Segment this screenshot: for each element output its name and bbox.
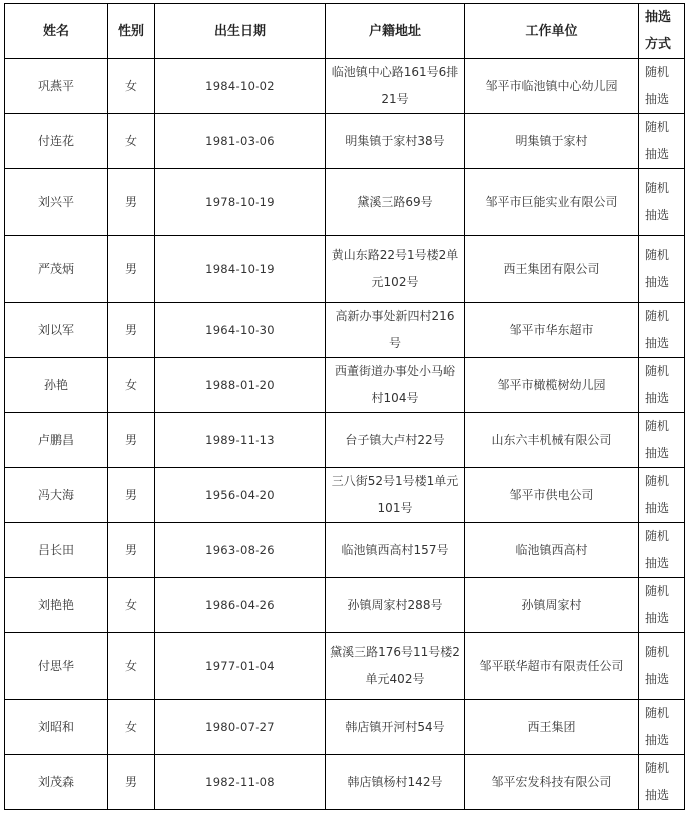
cell-birth-date: 1984-10-02 xyxy=(155,59,326,114)
cell-gender: 男 xyxy=(108,413,155,468)
cell-selection-method: 随机抽选 xyxy=(639,700,685,755)
cell-selection-method: 随机抽选 xyxy=(639,303,685,358)
personnel-table xyxy=(4,3,685,810)
cell-gender: 男 xyxy=(108,236,155,303)
cell-household-address: 西董街道办事处小马峪村104号 xyxy=(326,358,465,413)
table-row xyxy=(5,755,685,810)
cell-household-address: 台子镇大卢村22号 xyxy=(326,413,465,468)
cell-employer: 邹平宏发科技有限公司 xyxy=(465,755,639,810)
cell-employer: 邹平市巨能实业有限公司 xyxy=(465,169,639,236)
cell-household-address: 孙镇周家村288号 xyxy=(326,578,465,633)
cell-household-address: 黛溪三路69号 xyxy=(326,169,465,236)
cell-name: 刘以军 xyxy=(5,303,108,358)
cell-household-address: 韩店镇开河村54号 xyxy=(326,700,465,755)
cell-name: 付思华 xyxy=(5,633,108,700)
cell-gender: 男 xyxy=(108,468,155,523)
cell-selection-method: 随机抽选 xyxy=(639,413,685,468)
table-row xyxy=(5,523,685,578)
cell-name: 孙艳 xyxy=(5,358,108,413)
cell-selection-method: 随机抽选 xyxy=(639,468,685,523)
table-row xyxy=(5,114,685,169)
header-row xyxy=(5,4,685,59)
cell-birth-date: 1989-11-13 xyxy=(155,413,326,468)
cell-gender: 男 xyxy=(108,169,155,236)
cell-employer: 临池镇西高村 xyxy=(465,523,639,578)
cell-household-address: 黛溪三路176号11号楼2单元402号 xyxy=(326,633,465,700)
header-name: 姓名 xyxy=(5,4,108,59)
table-row xyxy=(5,358,685,413)
cell-birth-date: 1981-03-06 xyxy=(155,114,326,169)
cell-employer: 邹平市供电公司 xyxy=(465,468,639,523)
cell-selection-method: 随机抽选 xyxy=(639,578,685,633)
table-row xyxy=(5,236,685,303)
cell-gender: 女 xyxy=(108,578,155,633)
header-birth-date: 出生日期 xyxy=(155,4,326,59)
cell-gender: 女 xyxy=(108,358,155,413)
table-row xyxy=(5,700,685,755)
cell-gender: 男 xyxy=(108,523,155,578)
cell-employer: 山东六丰机械有限公司 xyxy=(465,413,639,468)
header-selection-method: 抽选方式 xyxy=(639,4,685,59)
cell-name: 巩燕平 xyxy=(5,59,108,114)
cell-selection-method: 随机抽选 xyxy=(639,358,685,413)
cell-name: 付连花 xyxy=(5,114,108,169)
table-row xyxy=(5,169,685,236)
cell-household-address: 高新办事处新四村216号 xyxy=(326,303,465,358)
cell-household-address: 临池镇西高村157号 xyxy=(326,523,465,578)
cell-birth-date: 1986-04-26 xyxy=(155,578,326,633)
header-household-address: 户籍地址 xyxy=(326,4,465,59)
cell-selection-method: 随机抽选 xyxy=(639,633,685,700)
cell-birth-date: 1978-10-19 xyxy=(155,169,326,236)
table-body xyxy=(5,59,685,810)
cell-name: 刘茂森 xyxy=(5,755,108,810)
cell-gender: 女 xyxy=(108,633,155,700)
table-row xyxy=(5,303,685,358)
table-row xyxy=(5,633,685,700)
cell-employer: 邹平联华超市有限责任公司 xyxy=(465,633,639,700)
cell-household-address: 黄山东路22号1号楼2单元102号 xyxy=(326,236,465,303)
cell-name: 吕长田 xyxy=(5,523,108,578)
cell-household-address: 韩店镇杨村142号 xyxy=(326,755,465,810)
cell-employer: 邹平市临池镇中心幼儿园 xyxy=(465,59,639,114)
table-row xyxy=(5,578,685,633)
header-gender: 性别 xyxy=(108,4,155,59)
cell-employer: 邹平市橄榄树幼儿园 xyxy=(465,358,639,413)
cell-birth-date: 1988-01-20 xyxy=(155,358,326,413)
cell-selection-method: 随机抽选 xyxy=(639,755,685,810)
cell-selection-method: 随机抽选 xyxy=(639,169,685,236)
cell-birth-date: 1977-01-04 xyxy=(155,633,326,700)
cell-employer: 邹平市华东超市 xyxy=(465,303,639,358)
cell-gender: 女 xyxy=(108,59,155,114)
cell-gender: 男 xyxy=(108,303,155,358)
cell-selection-method: 随机抽选 xyxy=(639,523,685,578)
cell-selection-method: 随机抽选 xyxy=(639,59,685,114)
cell-name: 冯大海 xyxy=(5,468,108,523)
table-row xyxy=(5,468,685,523)
cell-birth-date: 1982-11-08 xyxy=(155,755,326,810)
cell-gender: 女 xyxy=(108,700,155,755)
header-employer: 工作单位 xyxy=(465,4,639,59)
cell-employer: 明集镇于家村 xyxy=(465,114,639,169)
cell-employer: 西王集团 xyxy=(465,700,639,755)
cell-employer: 西王集团有限公司 xyxy=(465,236,639,303)
cell-household-address: 三八街52号1号楼1单元101号 xyxy=(326,468,465,523)
cell-birth-date: 1956-04-20 xyxy=(155,468,326,523)
cell-employer: 孙镇周家村 xyxy=(465,578,639,633)
cell-gender: 男 xyxy=(108,755,155,810)
cell-selection-method: 随机抽选 xyxy=(639,236,685,303)
table-row xyxy=(5,413,685,468)
table-row xyxy=(5,59,685,114)
cell-name: 刘兴平 xyxy=(5,169,108,236)
cell-gender: 女 xyxy=(108,114,155,169)
cell-name: 刘艳艳 xyxy=(5,578,108,633)
cell-birth-date: 1984-10-19 xyxy=(155,236,326,303)
cell-household-address: 临池镇中心路161号6排21号 xyxy=(326,59,465,114)
cell-birth-date: 1963-08-26 xyxy=(155,523,326,578)
cell-household-address: 明集镇于家村38号 xyxy=(326,114,465,169)
cell-birth-date: 1980-07-27 xyxy=(155,700,326,755)
cell-selection-method: 随机抽选 xyxy=(639,114,685,169)
cell-birth-date: 1964-10-30 xyxy=(155,303,326,358)
cell-name: 严茂炳 xyxy=(5,236,108,303)
cell-name: 刘昭和 xyxy=(5,700,108,755)
cell-name: 卢鹏昌 xyxy=(5,413,108,468)
